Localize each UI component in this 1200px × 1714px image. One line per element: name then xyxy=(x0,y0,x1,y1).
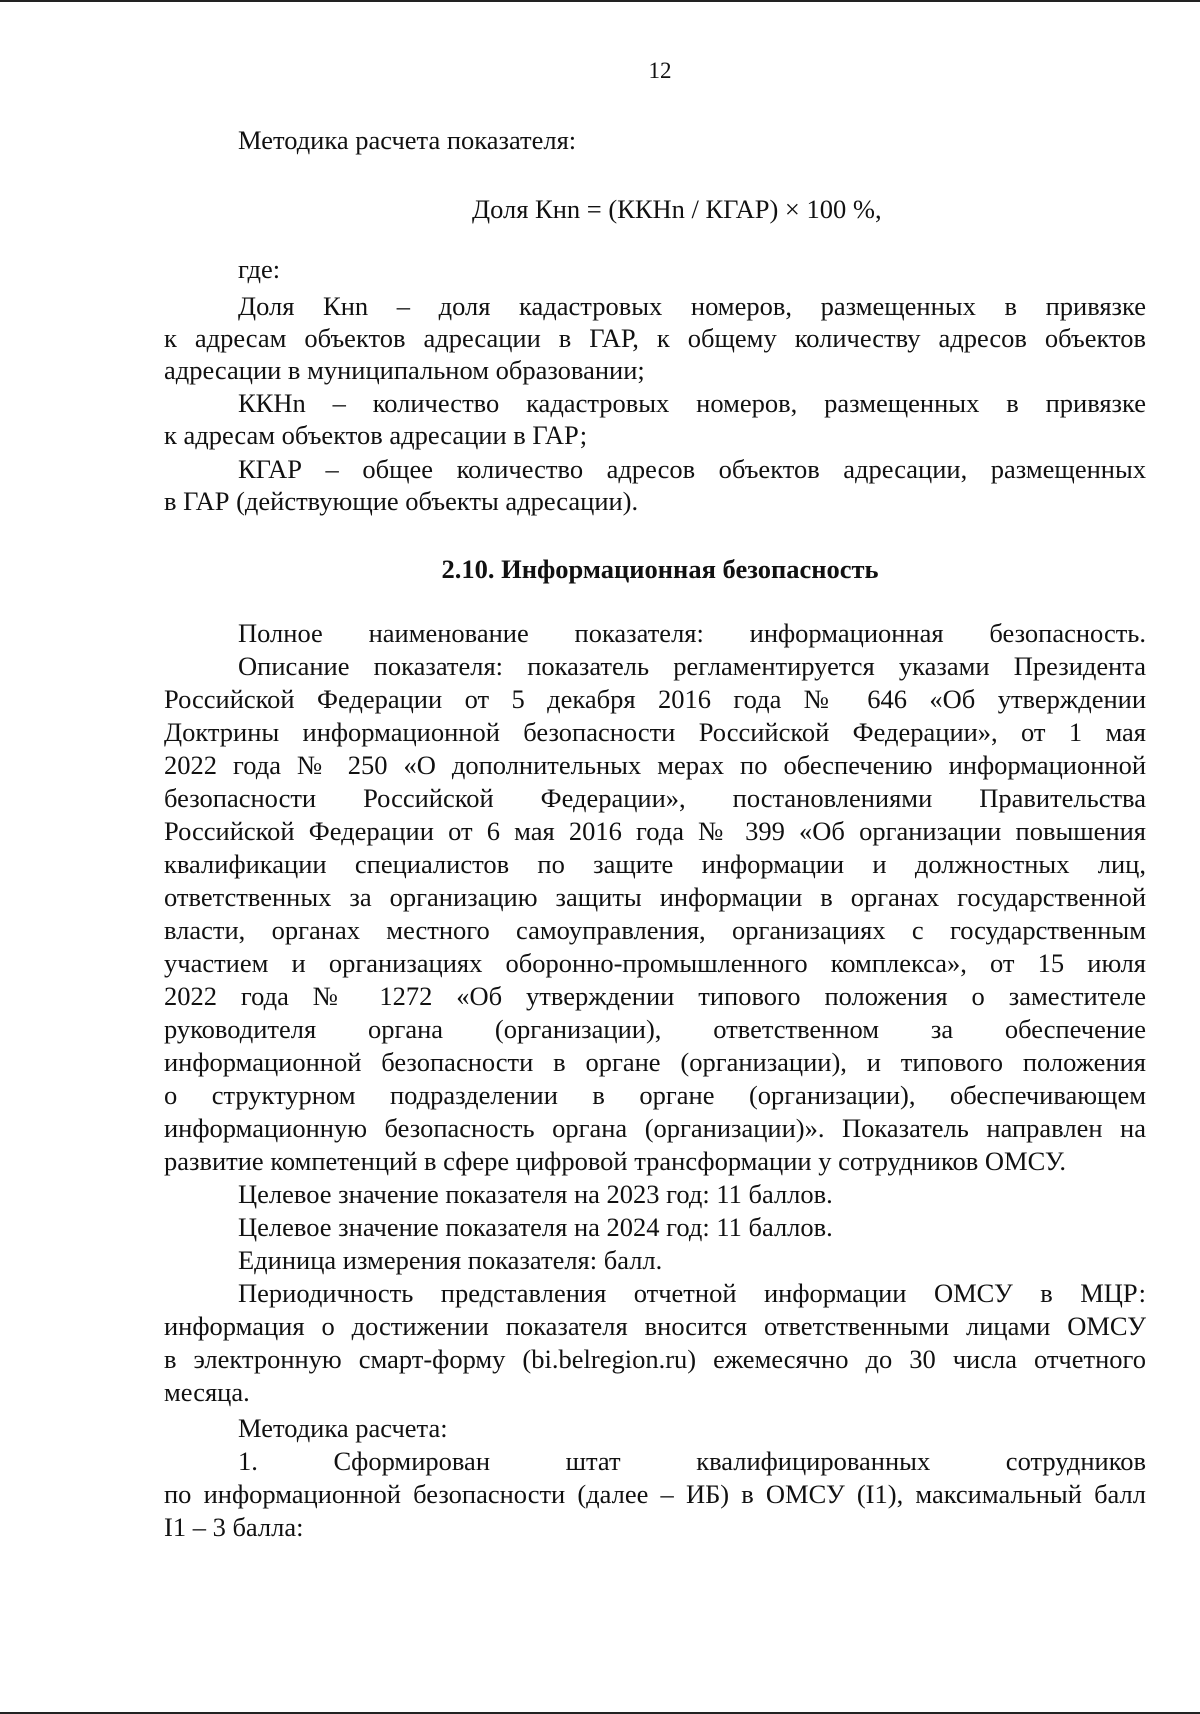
formula: Доля Кнn = (ККНn / КГАР) × 100 %, xyxy=(472,194,882,224)
item-1-line: по информационной безопасности (далее – ИБ) в ОМСУ (I1), максимальный балл xyxy=(164,1479,1146,1509)
description-line: Российской Федерации от 5 декабря 2016 года № 646 «Об утверждении xyxy=(164,684,1146,714)
description-line: участием и организациях оборонно-промышленного комплекса», от 15 июля xyxy=(164,948,1146,978)
description-line: информационную безопасность органа (организации)». Показатель направлен на xyxy=(164,1113,1146,1143)
section-heading: 2.10. Информационная безопасность xyxy=(441,554,879,584)
description-line: о структурном подразделении в органе (организации), обеспечивающем xyxy=(164,1080,1146,1110)
description-line: 2022 года № 1272 «Об утверждении типового положения о заместителе xyxy=(164,981,1146,1011)
description-line: развитие компетенций в сфере цифровой трансформации у сотрудников ОМСУ. xyxy=(164,1146,1066,1176)
item-1-line: I1 – 3 балла: xyxy=(164,1512,304,1542)
definition-1-line-3: адресации в муниципальном образовании; xyxy=(164,355,645,385)
periodicity-line: в электронную смарт-форму (bi.belregion.ru) ежемесячно до 30 числа отчетного xyxy=(164,1344,1146,1374)
description-line: 2022 года № 250 «О дополнительных мерах по обеспечению информационной xyxy=(164,750,1146,780)
description-line: Доктрины информационной безопасности Российской Федерации», от 1 мая xyxy=(164,717,1146,747)
description-line: ответственных за организацию защиты информации в органах государственной xyxy=(164,882,1146,912)
description-line: Описание показателя: показатель регламентируется указами Президента xyxy=(238,651,1146,681)
item-1-line: 1. Сформирован штат квалифицированных сотрудников xyxy=(238,1446,1146,1476)
definition-3-line-1: КГАР – общее количество адресов объектов адресации, размещенных xyxy=(238,454,1146,484)
definition-3-line-2: в ГАР (действующие объекты адресации). xyxy=(164,486,639,516)
description-line: информационной безопасности в органе (организации), и типового положения xyxy=(164,1047,1146,1077)
method-calculation-title: Методика расчета: xyxy=(238,1413,448,1443)
target-2023: Целевое значение показателя на 2023 год: 11 баллов. xyxy=(238,1179,833,1209)
definition-1-line-2: к адресам объектов адресации в ГАР, к общему количеству адресов объектов xyxy=(164,323,1146,353)
page-number: 12 xyxy=(648,58,672,83)
description-line: безопасности Российской Федерации», постановлениями Правительства xyxy=(164,783,1146,813)
description-line: Российской Федерации от 6 мая 2016 года № 399 «Об организации повышения xyxy=(164,816,1146,846)
target-2024: Целевое значение показателя на 2024 год: 11 баллов. xyxy=(238,1212,833,1242)
periodicity-line: Периодичность представления отчетной информации ОМСУ в МЦР: xyxy=(238,1278,1146,1308)
definition-2-line-1: ККНn – количество кадастровых номеров, размещенных в привязке xyxy=(238,388,1146,418)
scan-border-top xyxy=(0,0,1200,2)
where-label: где: xyxy=(238,254,281,284)
periodicity-line: месяца. xyxy=(164,1377,250,1407)
description-line: власти, органах местного самоуправления, организациях с государственным xyxy=(164,915,1146,945)
description-line: руководителя органа (организации), ответственном за обеспечение xyxy=(164,1014,1146,1044)
unit-of-measure: Единица измерения показателя: балл. xyxy=(238,1245,663,1275)
definition-1-line-1: Доля Кнn – доля кадастровых номеров, размещенных в привязке xyxy=(238,291,1146,321)
full-name-paragraph: Полное наименование показателя: информационная безопасность. xyxy=(238,618,1146,648)
periodicity-line: информация о достижении показателя вносится ответственными лицами ОМСУ xyxy=(164,1311,1146,1341)
method-title: Методика расчета показателя: xyxy=(238,125,577,155)
description-line: квалификации специалистов по защите информации и должностных лиц, xyxy=(164,849,1146,879)
definition-2-line-2: к адресам объектов адресации в ГАР; xyxy=(164,420,588,450)
